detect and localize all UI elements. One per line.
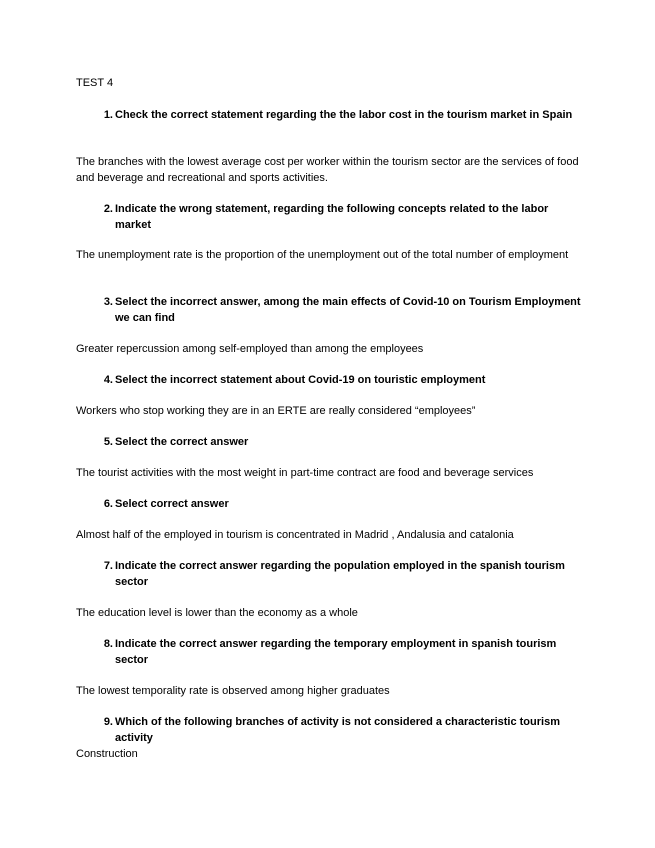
question-text: Indicate the correct answer regarding the population employed in the spanish tourism sector bbox=[115, 560, 565, 588]
question-text: Indicate the wrong statement, regarding the following concepts related to the labor market bbox=[115, 203, 549, 231]
answer-3: Greater repercussion among self-employed than among the employees bbox=[76, 343, 424, 355]
question-9 bbox=[95, 714, 585, 746]
question-number: 4. bbox=[103, 374, 113, 386]
question-8 bbox=[95, 636, 585, 668]
answer-9: Construction bbox=[76, 748, 138, 760]
question-text: Check the correct statement regarding the the labor cost in the tourism market in Spain bbox=[115, 109, 573, 121]
answer-6: Almost half of the employed in tourism is concentrated in Madrid , Andalusia and catalonia bbox=[76, 529, 514, 541]
question-1 bbox=[95, 107, 585, 123]
question-number: 1. bbox=[103, 109, 113, 121]
question-number: 2. bbox=[103, 203, 113, 215]
document-title: TEST 4 bbox=[76, 77, 114, 89]
answer-1: The branches with the lowest average cost per worker within the tourism sector are the services of food and beverage and recreational and sports activities. bbox=[76, 156, 579, 184]
question-4 bbox=[95, 372, 585, 388]
answer-7: The education level is lower than the economy as a whole bbox=[76, 607, 358, 619]
question-number: 7. bbox=[103, 560, 113, 572]
question-number: 8. bbox=[103, 638, 113, 650]
question-number: 3. bbox=[103, 296, 113, 308]
question-text: Which of the following branches of activity is not considered a characteristic tourism activity bbox=[115, 716, 560, 744]
question-number: 6. bbox=[103, 498, 113, 510]
question-text: Select the incorrect statement about Covid-19 on touristic employment bbox=[115, 374, 486, 386]
question-text: Select the correct answer bbox=[115, 436, 249, 448]
question-3 bbox=[95, 294, 585, 326]
question-2 bbox=[95, 201, 585, 233]
answer-2: The unemployment rate is the proportion of the unemployment out of the total number of employment bbox=[76, 249, 569, 261]
answer-5: The tourist activities with the most weight in part-time contract are food and beverage services bbox=[76, 467, 534, 479]
question-text: Indicate the correct answer regarding the temporary employment in spanish tourism sector bbox=[115, 638, 557, 666]
question-number: 5. bbox=[103, 436, 113, 448]
question-text: Select correct answer bbox=[115, 498, 229, 510]
answer-4: Workers who stop working they are in an ERTE are really considered “employees” bbox=[76, 405, 476, 417]
answer-8: The lowest temporality rate is observed among higher graduates bbox=[76, 685, 390, 697]
question-7 bbox=[95, 558, 585, 590]
question-6 bbox=[95, 496, 585, 512]
question-number: 9. bbox=[103, 716, 113, 728]
question-text: Select the incorrect answer, among the main effects of Covid-10 on Tourism Employment we can find bbox=[115, 296, 581, 324]
question-5 bbox=[95, 434, 585, 450]
